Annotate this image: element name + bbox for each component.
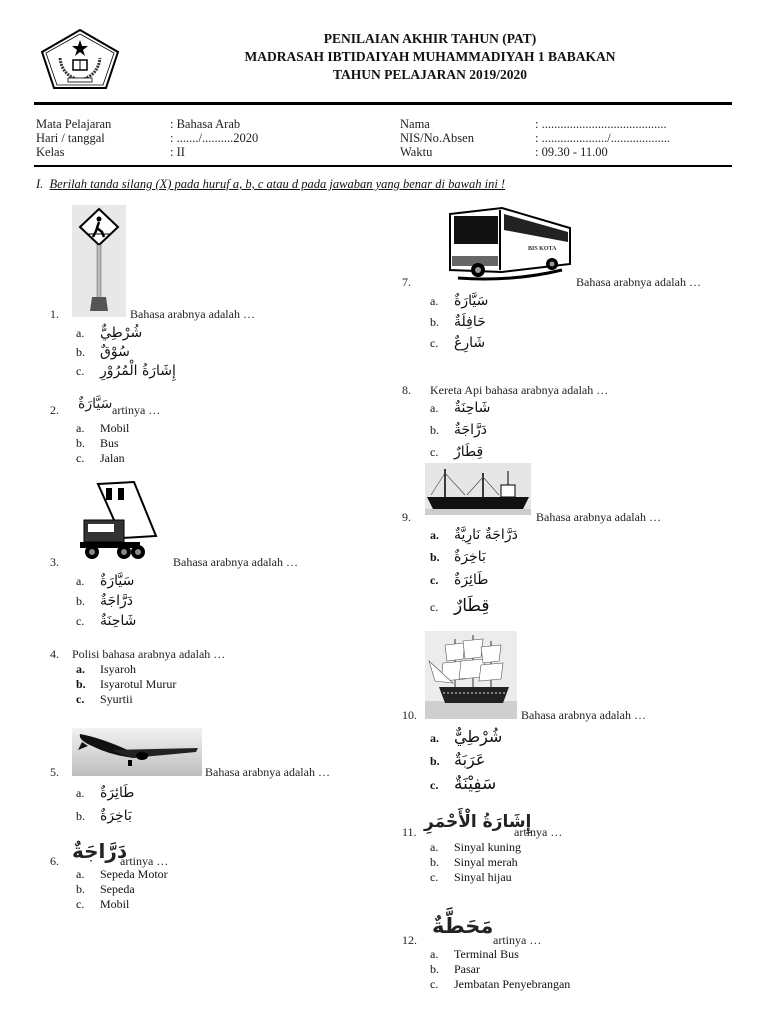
option-letter: c. [76, 451, 85, 465]
question-prompt: Bahasa arabnya adalah … [576, 275, 701, 289]
info-label: Hari / tanggal [36, 131, 105, 145]
option-text: Terminal Bus [454, 947, 519, 961]
option-2a[interactable] [76, 421, 129, 436]
question-prompt: artinya … [493, 933, 542, 947]
info-value: : ......./..........2020 [170, 131, 259, 145]
option-7a[interactable] [430, 293, 488, 309]
bus-label: BIS KOTA [528, 246, 557, 252]
option-text: Syurtii [100, 692, 133, 706]
question-arabic-word: سَيَّارَةٌ [78, 396, 113, 412]
option-text: Sepeda [100, 882, 135, 896]
question-prompt: artinya … [514, 825, 563, 839]
option-2c[interactable] [76, 451, 125, 466]
option-letter: a. [76, 786, 85, 800]
cargo-ship-image [425, 463, 531, 515]
option-6b[interactable] [76, 882, 135, 897]
option-7c[interactable] [430, 335, 485, 351]
option-text: Mobil [100, 421, 130, 435]
question-number: 1. [50, 307, 59, 321]
option-text: إِشَارَةُ الْمُرُوْرِ [100, 363, 176, 379]
question-number: 12. [402, 933, 417, 947]
option-letter: c. [76, 692, 85, 706]
section-number: I. [36, 177, 44, 191]
option-10c[interactable] [430, 774, 496, 794]
option-5b[interactable] [76, 808, 132, 824]
option-letter: b. [430, 550, 440, 564]
question-prompt: Bahasa arabnya adalah … [130, 307, 255, 321]
school-name: MADRASAH IBTIDAIYAH MUHAMMADIYAH 1 BABAKAN [244, 49, 616, 64]
info-label: Mata Pelajaran [36, 117, 112, 131]
option-1b[interactable] [76, 344, 130, 360]
question-arabic-word: مَحَطَّةٌ [432, 914, 494, 938]
option-3c[interactable] [76, 613, 136, 629]
option-text: دَرَّاجَةٌ [100, 593, 134, 609]
pedestrian-sign-image [72, 205, 126, 317]
option-9a[interactable] [430, 527, 518, 543]
question-arabic-word: دَرَّاجَةٌ [72, 839, 128, 863]
option-letter: b. [76, 882, 85, 896]
option-text: Sinyal merah [454, 855, 518, 869]
exam-info [0, 117, 768, 167]
option-letter: a. [76, 326, 85, 340]
city-bus-image [442, 204, 574, 282]
question-arabic-word: إِشَارَةُ الْأَحْمَرِ [424, 812, 532, 832]
academic-year: TAHUN PELAJARAN 2019/2020 [332, 67, 527, 82]
option-letter: b. [76, 345, 85, 359]
question-number: 11. [402, 825, 417, 839]
option-8c[interactable] [430, 444, 483, 460]
option-6a[interactable] [76, 867, 168, 882]
option-text: سَيَّارَةٌ [454, 293, 489, 309]
question-prompt: Bahasa arabnya adalah … [205, 765, 330, 779]
option-4b[interactable] [76, 677, 176, 692]
option-letter: b. [430, 855, 439, 869]
question-prompt: artinya … [112, 403, 161, 417]
option-letter: a. [430, 401, 439, 415]
option-text: شُرْطِيٌّ [454, 727, 503, 746]
option-12c[interactable] [430, 977, 570, 992]
question-prompt: Kereta Api bahasa arabnya adalah … [430, 383, 609, 397]
option-text: شَاحِنَةٌ [100, 613, 137, 629]
option-text: Sepeda Motor [100, 867, 168, 881]
option-letter: a. [430, 528, 439, 542]
question-number: 2. [50, 403, 59, 417]
question-number: 6. [50, 854, 59, 868]
option-6c[interactable] [76, 897, 129, 912]
option-11a[interactable] [430, 840, 521, 855]
option-letter: c. [430, 573, 439, 587]
option-3b[interactable] [76, 593, 133, 609]
option-text: شَاحِنَةٌ [454, 400, 491, 416]
option-letter: a. [76, 662, 85, 676]
option-1c[interactable] [76, 363, 176, 379]
option-letter: b. [76, 594, 85, 608]
instruction-text: Berilah tanda silang (X) pada huruf a, b, c atau d pada jawaban yang benar di bawah ini ! [49, 177, 506, 191]
exam-title: PENILAIAN AKHIR TAHUN (PAT) [323, 31, 537, 46]
nis-absen-field[interactable]: : ...................../................... [535, 131, 671, 145]
option-letter: a. [76, 574, 85, 588]
option-3a[interactable] [76, 573, 134, 589]
option-text: عَرَبَةٌ [454, 750, 486, 769]
option-9c[interactable] [430, 572, 488, 588]
option-12a[interactable] [430, 947, 519, 962]
question-number: 3. [50, 555, 59, 569]
option-text: Mobil [100, 897, 130, 911]
option-text: Bus [100, 436, 119, 450]
option-text: Isyarotul Murur [100, 677, 177, 691]
option-letter: c. [76, 614, 85, 628]
option-2b[interactable] [76, 436, 119, 451]
question-prompt: Bahasa arabnya adalah … [173, 555, 298, 569]
option-1a[interactable] [76, 325, 142, 341]
option-letter: b. [430, 962, 439, 976]
option-letter: b. [430, 423, 439, 437]
option-letter: c. [76, 897, 85, 911]
option-letter: a. [430, 947, 439, 961]
dump-truck-image [76, 480, 166, 562]
option-text: حَافِلَةٌ [454, 314, 486, 330]
option-9b[interactable] [430, 549, 486, 565]
question-number: 7. [402, 275, 411, 289]
option-letter: a. [430, 294, 439, 308]
name-field[interactable]: : ........................................ [535, 117, 667, 131]
option-8b[interactable] [430, 422, 487, 438]
question-prompt: artinya … [120, 854, 169, 868]
airplane-image [72, 728, 202, 776]
option-letter: a. [76, 421, 85, 435]
option-10b[interactable] [430, 750, 485, 769]
option-text: Sinyal kuning [454, 840, 522, 854]
option-letter: c. [76, 364, 85, 378]
option-text: Sinyal hijau [454, 870, 512, 884]
option-5a[interactable] [76, 785, 134, 801]
info-label: NIS/No.Absen [400, 131, 474, 145]
option-letter: a. [430, 840, 439, 854]
option-text: Pasar [454, 962, 480, 976]
option-text: سَيَّارَةٌ [100, 573, 135, 589]
info-divider [34, 165, 732, 167]
option-text: Jalan [100, 451, 125, 465]
option-letter: b. [430, 754, 440, 768]
option-letter: c. [430, 445, 439, 459]
info-value: : 09.30 - 11.00 [535, 145, 608, 159]
instruction [36, 177, 505, 192]
sailing-ship-image [425, 631, 517, 719]
option-letter: a. [76, 867, 85, 881]
question-number: 4. [50, 647, 59, 661]
option-9d[interactable] [430, 596, 489, 616]
option-7b[interactable] [430, 314, 486, 330]
info-value: : II [170, 145, 185, 159]
option-text: Isyaroh [100, 662, 136, 676]
option-text: سَفِيْنَةٌ [454, 774, 497, 794]
option-text: طَائِرَةٌ [100, 785, 135, 801]
option-text: بَاخِرَةٌ [454, 549, 486, 565]
option-text: سُوْقٌ [100, 344, 130, 360]
option-11c[interactable] [430, 870, 512, 885]
header-divider [34, 102, 732, 105]
question-prompt: Bahasa arabnya adalah … [536, 510, 661, 524]
option-letter: b. [76, 809, 85, 823]
option-letter: c. [430, 778, 439, 792]
option-4c[interactable] [76, 692, 133, 707]
option-letter: c. [430, 336, 439, 350]
info-value: : Bahasa Arab [170, 117, 241, 131]
question-number: 10. [402, 708, 417, 722]
option-4a[interactable] [76, 662, 136, 677]
option-8a[interactable] [430, 400, 490, 416]
option-letter: a. [430, 731, 439, 745]
question-number: 8. [402, 383, 411, 397]
option-11b[interactable] [430, 855, 518, 870]
option-text: طَائِرَةٌ [454, 572, 489, 588]
option-10a[interactable] [430, 727, 502, 746]
option-text: شَارِعٌ [454, 335, 486, 351]
question-number: 9. [402, 510, 411, 524]
option-text: قِطَارٌ [454, 444, 484, 460]
option-letter: b. [76, 677, 86, 691]
option-text: دَرَّاجَةٌ نَارِيَّةٌ [454, 527, 518, 543]
option-letter: c. [430, 870, 439, 884]
option-text: بَاخِرَةٌ [100, 808, 132, 824]
option-letter: c. [430, 600, 439, 614]
ministry-emblem-icon [40, 28, 120, 90]
question-prompt: Polisi bahasa arabnya adalah … [72, 647, 226, 661]
info-label: Waktu [400, 145, 433, 159]
question-number: 5. [50, 765, 59, 779]
option-text: دَرَّاجَةٌ [454, 422, 488, 438]
option-text: شُرْطِيٌّ [100, 325, 143, 341]
question-prompt: Bahasa arabnya adalah … [521, 708, 646, 722]
option-letter: b. [430, 315, 439, 329]
option-12b[interactable] [430, 962, 480, 977]
option-text: قِطَارٌ [454, 596, 490, 616]
option-text: Jembatan Penyebrangan [454, 977, 571, 991]
option-letter: c. [430, 977, 439, 991]
info-label: Nama [400, 117, 430, 131]
info-label: Kelas [36, 145, 65, 159]
option-letter: b. [76, 436, 85, 450]
